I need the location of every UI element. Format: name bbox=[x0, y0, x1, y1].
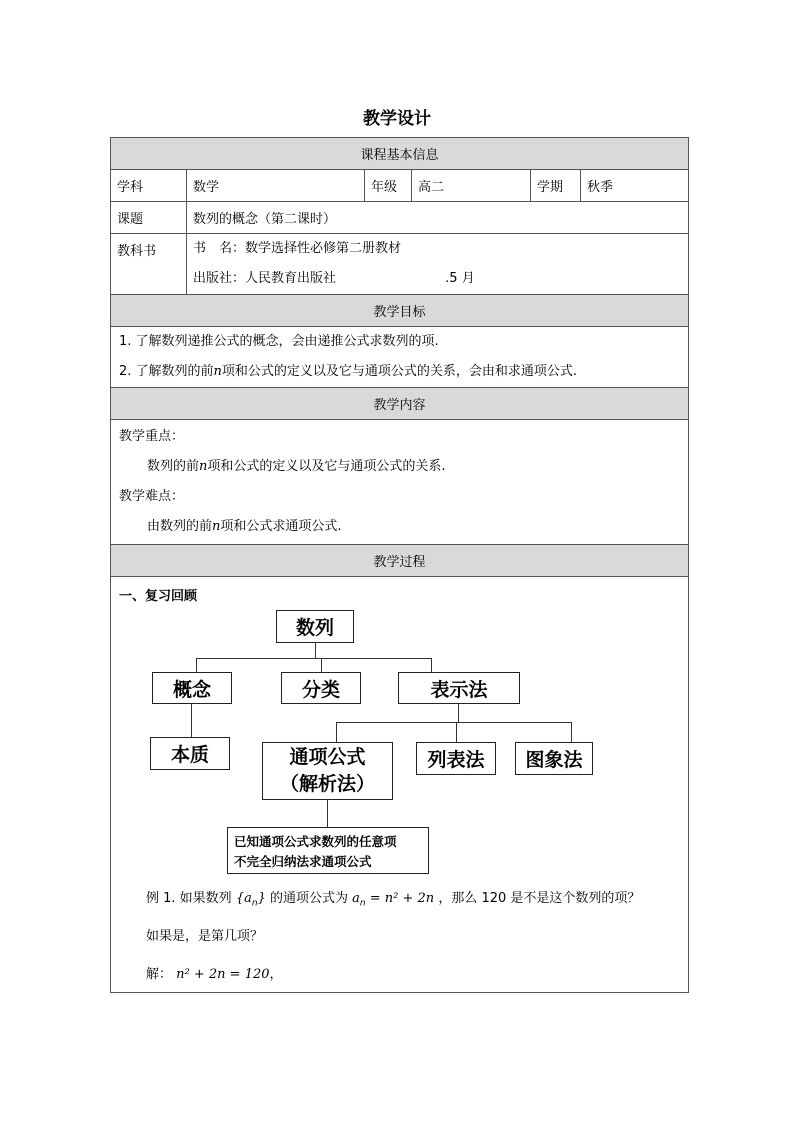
node-list-method: 列表法 bbox=[416, 742, 496, 775]
page-title: 教学设计 bbox=[363, 109, 431, 129]
textbook-label: 教科书 bbox=[111, 234, 187, 295]
review-heading: 一、复习回顾 bbox=[119, 589, 198, 604]
difficulty-text: 由数列的前n项和公式求通项公式. bbox=[147, 519, 342, 534]
note-box bbox=[227, 827, 429, 874]
node-sequence: 数列 bbox=[276, 610, 354, 643]
node-classification: 分类 bbox=[281, 672, 361, 704]
node-representation: 表示法 bbox=[398, 672, 520, 704]
publish-date: .5 月 bbox=[445, 271, 475, 286]
publisher-row bbox=[193, 264, 682, 294]
node-essence: 本质 bbox=[150, 737, 230, 770]
process-section bbox=[111, 577, 687, 992]
subject-value: 数学 bbox=[187, 170, 365, 202]
difficulty-label: 教学难点： bbox=[119, 489, 185, 504]
topic-value: 数列的概念（第二课时） bbox=[187, 202, 689, 234]
goal-1: 1. 了解数列递推公式的概念，会由递推公式求数列的项. bbox=[119, 334, 439, 349]
publisher: 出版社：人民教育出版社 bbox=[193, 271, 337, 286]
node-concept: 概念 bbox=[152, 672, 232, 704]
grade-label: 年级 bbox=[365, 170, 412, 202]
general-formula-line1: 通项公式 bbox=[289, 746, 366, 768]
topic-label: 课题 bbox=[111, 202, 187, 234]
term-value: 秋季 bbox=[581, 170, 689, 202]
content-header: 教学内容 bbox=[111, 388, 689, 420]
lesson-plan-table bbox=[110, 137, 689, 993]
term-label: 学期 bbox=[531, 170, 581, 202]
note-line1: 已知通项公式求数列的任意项 bbox=[234, 834, 397, 849]
node-general-formula bbox=[262, 742, 393, 800]
node-graph-method: 图象法 bbox=[515, 742, 593, 775]
process-header: 教学过程 bbox=[111, 545, 689, 577]
goals-header: 教学目标 bbox=[111, 295, 689, 327]
solution-line: 解： n² + 2n = 120， bbox=[146, 967, 283, 982]
example-1: 例 1. 如果数列 $\{a_n\}$ 的通项公式为 $a_n = n^2 + 2n$ ，那么 120 是不是这个数列的项？ bbox=[146, 891, 641, 909]
general-formula-line2: （解析法） bbox=[279, 773, 375, 795]
key-points-text: 数列的前n项和公式的定义以及它与通项公式的关系. bbox=[147, 459, 446, 474]
example-question-2: 如果是，是第几项？ bbox=[146, 929, 264, 944]
basic-info-header: 课程基本信息 bbox=[111, 138, 689, 170]
note-line2: 不完全归纳法求通项公式 bbox=[234, 854, 372, 869]
key-points-label: 教学重点： bbox=[119, 429, 185, 444]
grade-value: 高二 bbox=[412, 170, 531, 202]
goal-2: 2. 了解数列的前n项和公式的定义以及它与通项公式的关系，会由和求通项公式. bbox=[119, 364, 578, 379]
book-name: 书 名：数学选择性必修第二册教材 bbox=[193, 241, 402, 256]
subject-label: 学科 bbox=[111, 170, 187, 202]
